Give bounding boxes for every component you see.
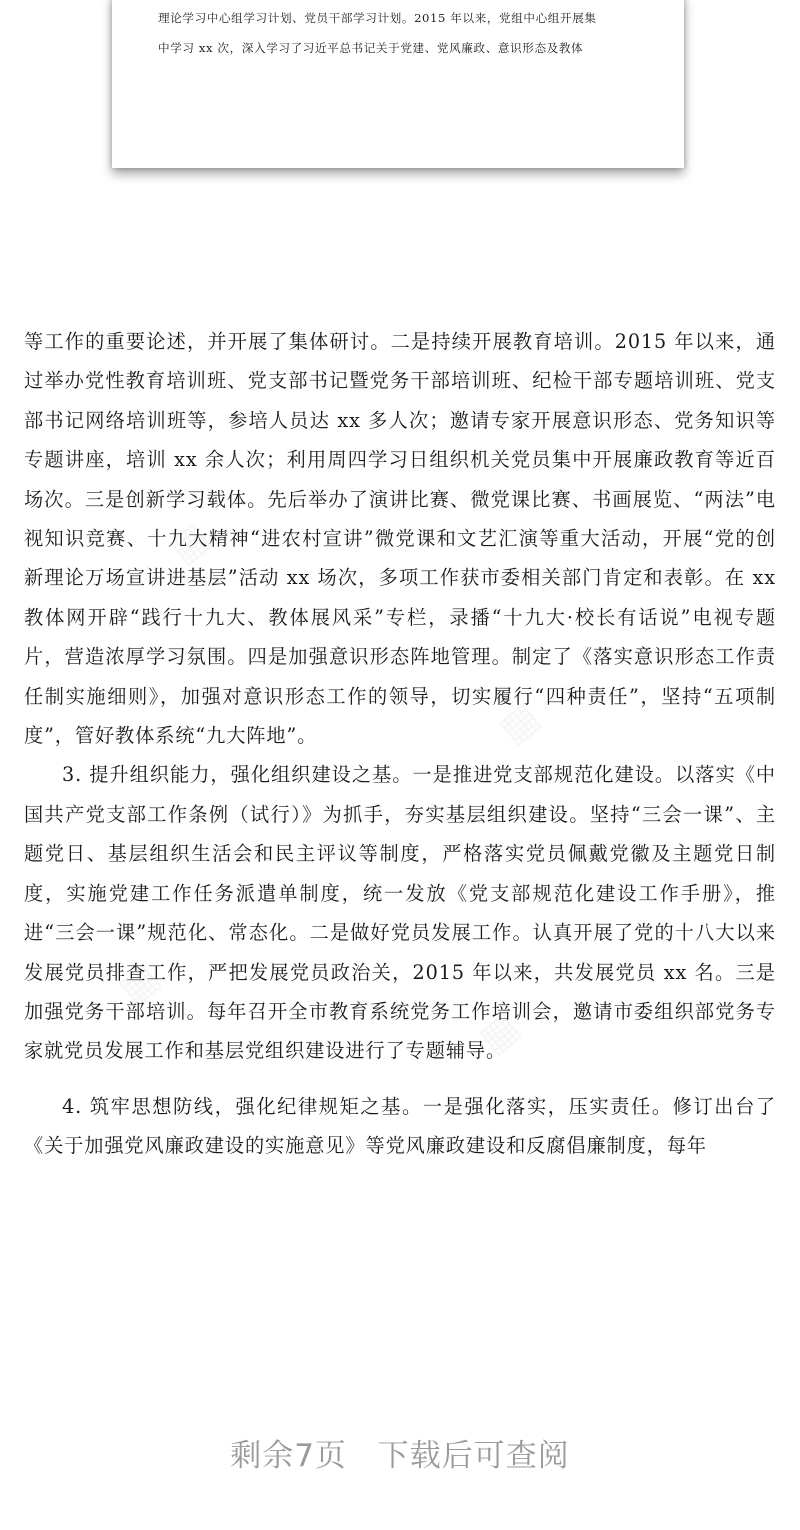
previous-page-preview	[112, 0, 684, 168]
paragraph-organization-building: 3. 提升组织能力，强化组织建设之基。一是推进党支部规范化建设。以落实《中国共产党支部工作条例（试行）》为抓手，夯实基层组织建设。坚持“三会一课”、主题党日、基层组织生活会和民主评议等制度，严格落实党员佩戴党徽及主题党日制度，实施党建工作任务派遣单制度，统一发放《党支部规范化建设工作手册》，推进“三会一课”规范化、常态化。二是做好党员发展工作。认真开展了党的十八大以来发展党员排查工作，严把发展党员政治关，2015 年以来，共发展党员 xx 名。三是加强党务干部培训。每年召开全市教育系统党务工作培训会，邀请市委组织部党务专家就党员发展工作和基层党组织建设进行了专题辅导。	[24, 763, 776, 1063]
download-hint-label: 下载后可查阅	[377, 1438, 570, 1474]
paragraph-discipline: 4. 筑牢思想防线，强化纪律规矩之基。一是强化落实，压实责任。修订出台了《关于加强党风廉政建设的实施意见》等党风廉政建设和反腐倡廉制度，每年	[24, 1094, 776, 1158]
preview-line-1: 理论学习中心组学习计划、党员干部学习计划。2015 年以来，党组中心组开展集	[158, 11, 597, 25]
paragraph-study-training: 等工作的重要论述，并开展了集体研讨。二是持续开展教育培训。2015 年以来，通过举办党性教育培训班、党支部书记暨党务干部培训班、纪检干部专题培训班、党支部书记网络培训班等，参培人员达 xx 多人次；邀请专家开展意识形态、党务知识等专题讲座，培训 xx 余人次；利用周四学习日组织机关党员集中开展廉政教育等近百场次。三是创新学习载体。先后举办了演讲比赛、微党课比赛、书画展览、“两法”电视知识竞赛、十九大精神“进农村宣讲”微党课和文艺汇演等重大活动，开展“党的创新理论万场宣讲进基层”活动 xx 场次，多项工作获市委相关部门肯定和表彰。在 xx 教体网开辟“践行十九大、教体展风采”专栏，录播“十九大·校长有话说”电视专题片，营造浓厚学习氛围。四是加强意识形态阵地管理。制定了《落实意识形态工作责任制实施细则》，加强对意识形态工作的领导，切实履行“四种责任”，坚持“五项制度”，管好教体系统“九大阵地”。	[24, 330, 776, 748]
document-body	[24, 322, 776, 1166]
preview-line-2: 中学习 xx 次，深入学习了习近平总书记关于党建、党风廉政、意识形态及教体	[158, 41, 584, 55]
download-to-read-banner[interactable]	[0, 1430, 800, 1475]
remaining-pages-label: 剩余7页	[230, 1438, 347, 1474]
